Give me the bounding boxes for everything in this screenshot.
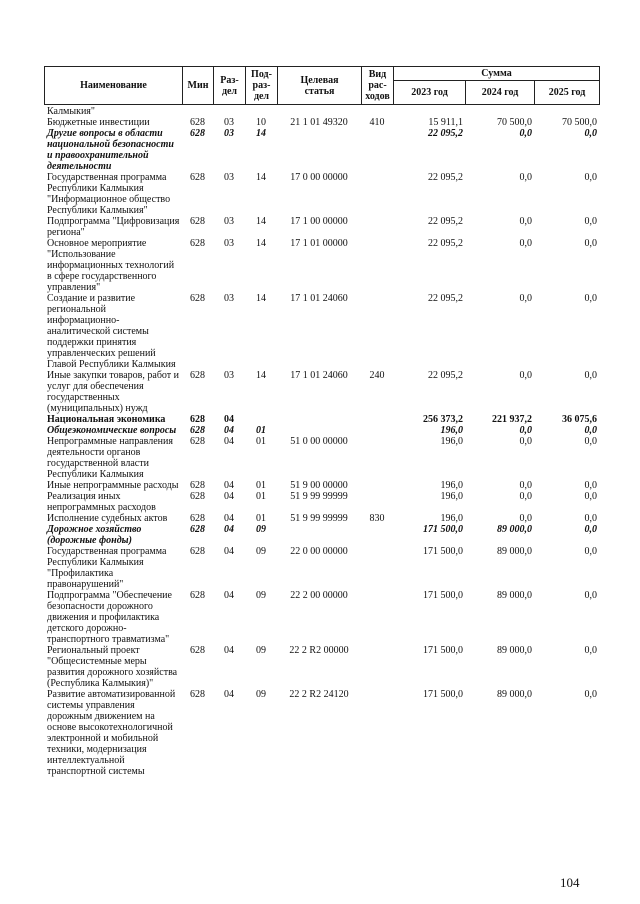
col-header-2024: 2024 год [466,81,535,105]
table-row [44,689,599,777]
row-razdel [213,106,245,117]
row-expense-type [361,238,393,293]
row-sum-2023: 171 500,0 [423,524,463,535]
row-sum-2023: 15 911,1 [428,117,463,128]
row-sum-2024: 0,0 [519,480,532,491]
row-min: 628 [190,590,205,601]
row-razdel: 04 [224,480,234,491]
row-sum-2023: 196,0 [440,425,463,436]
row-target-article: 17 0 00 00000 [290,172,348,183]
row-name: Государственная программа Республики Калмыкия "Информационное общество Республики Калмыкия" [47,172,171,216]
row-target-article: 51 9 99 99999 [290,513,348,524]
row-expense-type [361,293,393,370]
row-sum-2025: 0,0 [584,370,597,381]
row-name: Национальная экономика [47,414,166,425]
row-sum-2025: 0,0 [584,216,597,227]
row-podrazdel: 01 [256,513,266,524]
row-sum-2023: 22 095,2 [428,216,463,227]
row-sum-2023: 171 500,0 [423,590,463,601]
table-row [44,117,599,128]
row-sum-2023: 196,0 [440,513,463,524]
row-podrazdel: 14 [256,172,266,183]
row-sum-2023: 171 500,0 [423,645,463,656]
row-sum-2024: 89 000,0 [497,590,532,601]
row-sum-2025: 0,0 [584,590,597,601]
row-podrazdel: 14 [256,293,266,304]
table-row [44,590,599,645]
row-name: Иные закупки товаров, работ и услуг для обеспечения государственных (муниципальных) нужд [47,370,180,414]
row-expense-type: 830 [369,513,385,524]
row-sum-2023: 22 095,2 [428,172,463,183]
row-name: Непрограммные направления деятельности органов государственной власти Республики Калмыкия [47,436,173,480]
row-name: Иные непрограммные расходы [47,480,179,491]
row-sum-2023: 171 500,0 [423,546,463,557]
row-name: Подпрограмма "Обеспечение безопасности дорожного движения и профилактика детского дорожно-транспортного травматизма" [47,590,172,645]
row-target-article [277,524,361,546]
row-target-article: 17 1 01 00000 [290,238,348,249]
row-sum-2024: 0,0 [519,293,532,304]
row-sum-2025: 36 075,6 [562,414,597,425]
row-min: 628 [190,216,205,227]
row-target-article [277,128,361,172]
row-sum-2023: 22 095,2 [428,293,463,304]
table-row [44,524,599,546]
row-sum-2023: 171 500,0 [423,689,463,700]
row-min: 628 [190,524,205,535]
col-header-podrazdel: Под- раз- дел [246,67,278,105]
table-row [44,425,599,436]
row-razdel: 04 [224,689,234,700]
row-name: Региональный проект "Общесистемные меры развития дорожного хозяйства (Республика Калмыкия)" [47,645,178,689]
row-target-article: 22 2 R2 00000 [289,645,349,656]
row-sum-2025: 0,0 [584,689,597,700]
row-min [182,106,213,117]
table-row [44,513,599,524]
row-sum-2024: 0,0 [519,425,532,436]
row-sum-2024: 0,0 [519,436,532,447]
row-podrazdel: 09 [256,546,266,557]
row-sum-2024: 0,0 [519,491,532,502]
table-row [44,238,599,293]
row-expense-type [361,645,393,689]
row-razdel: 04 [224,491,234,502]
row-razdel: 04 [224,590,234,601]
col-header-vid: Вид рас- ходов [362,67,394,105]
row-target-article: 51 9 00 00000 [290,480,348,491]
row-sum-2025: 0,0 [584,645,597,656]
row-min: 628 [190,172,205,183]
row-target-article: 22 2 R2 24120 [289,689,349,700]
row-sum-2023: 196,0 [440,480,463,491]
row-sum-2025: 0,0 [584,436,597,447]
row-podrazdel [245,106,277,117]
row-target-article: 17 1 01 24060 [290,293,348,304]
row-razdel: 04 [224,546,234,557]
row-expense-type [361,480,393,491]
col-header-2025: 2025 год [535,81,600,105]
row-sum-2025: 0,0 [584,293,597,304]
row-name: Подпрограмма "Цифровизация региона" [47,216,180,238]
table-row [44,436,599,480]
row-min: 628 [190,513,205,524]
row-expense-type [361,689,393,777]
col-header-razdel: Раз- дел [214,67,246,105]
row-razdel: 03 [224,238,234,249]
row-sum-2024: 0,0 [519,238,532,249]
row-target-article: 51 0 00 00000 [290,436,348,447]
col-header-sum: Сумма [394,67,600,81]
table-row [44,645,599,689]
row-sum-2024: 89 000,0 [497,546,532,557]
row-podrazdel [245,414,277,425]
row-name: Создание и развитие региональной информационно-аналитической системы поддержки принятия управленческих решений Главой Республики Калмыкия [47,293,176,370]
table-header [44,66,600,105]
row-expense-type [361,491,393,513]
row-min: 628 [190,128,205,139]
row-expense-type [361,524,393,546]
row-sum-2024: 89 000,0 [497,689,532,700]
row-min: 628 [190,117,205,128]
row-podrazdel: 14 [256,216,266,227]
row-name: Реализация иных непрограммных расходов [47,491,156,513]
table-row [44,414,599,425]
row-podrazdel: 09 [256,645,266,656]
row-sum-2025: 0,0 [584,546,597,557]
table-body [44,106,599,777]
row-name: Общеэкономические вопросы [47,425,177,436]
row-sum-2025: 0,0 [584,491,597,502]
row-sum-2025: 0,0 [584,238,597,249]
row-sum-2024: 0,0 [519,128,532,139]
row-razdel: 04 [224,436,234,447]
table-row [44,216,599,238]
table-row [44,546,599,590]
row-min: 628 [190,293,205,304]
row-expense-type [361,106,393,117]
col-header-2023: 2023 год [394,81,466,105]
row-target-article: 17 1 01 24060 [290,370,348,381]
row-sum-2023: 22 095,2 [428,128,463,139]
table-row [44,370,599,414]
row-sum-2023: 22 095,2 [428,238,463,249]
row-sum-2024: 0,0 [519,172,532,183]
row-razdel: 03 [224,172,234,183]
row-target-article [277,106,361,117]
row-name: Бюджетные инвестиции [47,117,150,128]
col-header-name: Наименование [45,67,183,105]
row-name: Развитие автоматизированной системы управления дорожным движением на основе высокотехнологичной электронной и мобильной техники, модернизация интеллектуальной транспортной системы [47,689,176,777]
row-target-article: 21 1 01 49320 [290,117,348,128]
row-target-article [277,425,361,436]
row-min: 628 [190,436,205,447]
row-sum-2024: 0,0 [519,370,532,381]
row-min: 628 [190,414,205,425]
row-razdel: 03 [224,117,234,128]
col-header-min: Мин [183,67,214,105]
row-expense-type [361,436,393,480]
table-row [44,128,599,172]
row-expense-type [361,128,393,172]
row-target-article: 22 2 00 00000 [290,590,348,601]
row-sum-2023: 256 373,2 [423,414,463,425]
row-sum-2024: 0,0 [519,216,532,227]
row-sum-2025: 0,0 [584,524,597,535]
row-sum-2024: 0,0 [519,513,532,524]
table-row [44,106,599,117]
row-min: 628 [190,689,205,700]
row-razdel: 03 [224,370,234,381]
row-name: Дорожное хозяйство (дорожные фонды) [47,524,142,546]
row-podrazdel: 01 [256,480,266,491]
row-podrazdel: 10 [256,117,266,128]
row-razdel: 04 [224,513,234,524]
row-name: Основное мероприятие "Использование информационных технологий в сфере государственного управления" [47,238,175,293]
row-name: Государственная программа Республики Калмыкия "Профилактика правонарушений" [47,546,167,590]
row-min: 628 [190,546,205,557]
row-name: Другие вопросы в области национальной безопасности и правоохранительной деятельности [47,128,174,172]
row-min: 628 [190,645,205,656]
page-number: 104 [560,875,580,890]
row-podrazdel: 01 [256,436,266,447]
row-min: 628 [190,370,205,381]
table-row [44,480,599,491]
row-sum-2025: 0,0 [584,480,597,491]
row-sum-2024 [465,106,534,117]
row-sum-2025 [534,106,599,117]
row-sum-2025: 0,0 [584,172,597,183]
row-target-article: 17 1 00 00000 [290,216,348,227]
row-podrazdel: 14 [256,128,266,139]
table-row [44,491,599,513]
row-expense-type [361,216,393,238]
table-row [44,172,599,216]
row-razdel: 04 [224,414,234,425]
row-sum-2025: 70 500,0 [562,117,597,128]
row-razdel: 04 [224,425,234,436]
row-min: 628 [190,238,205,249]
col-header-target: Целевая статья [278,67,362,105]
table-row [44,293,599,370]
row-sum-2023: 196,0 [440,436,463,447]
row-sum-2023: 196,0 [440,491,463,502]
row-expense-type: 410 [369,117,385,128]
row-target-article [277,414,361,425]
row-expense-type [361,172,393,216]
row-podrazdel: 01 [256,425,266,436]
row-sum-2024: 89 000,0 [497,645,532,656]
row-target-article: 22 0 00 00000 [290,546,348,557]
row-sum-2025: 0,0 [584,513,597,524]
row-expense-type [361,425,393,436]
row-name: Калмыкия" [47,106,95,117]
row-sum-2023 [393,106,465,117]
row-razdel: 03 [224,216,234,227]
row-min: 628 [190,480,205,491]
row-sum-2024: 221 937,2 [492,414,532,425]
row-podrazdel: 14 [256,370,266,381]
row-razdel: 03 [224,128,234,139]
row-expense-type [361,546,393,590]
row-sum-2023: 22 095,2 [428,370,463,381]
row-expense-type [361,414,393,425]
row-razdel: 03 [224,293,234,304]
row-name: Исполнение судебных актов [47,513,168,524]
row-min: 628 [190,425,205,436]
row-sum-2025: 0,0 [584,128,597,139]
row-expense-type: 240 [369,370,385,381]
row-min: 628 [190,491,205,502]
row-sum-2024: 70 500,0 [497,117,532,128]
row-podrazdel: 14 [256,238,266,249]
row-podrazdel: 01 [256,491,266,502]
row-podrazdel: 09 [256,524,266,535]
row-podrazdel: 09 [256,689,266,700]
row-razdel: 04 [224,645,234,656]
row-podrazdel: 09 [256,590,266,601]
row-expense-type [361,590,393,645]
budget-table [44,106,599,777]
row-sum-2025: 0,0 [584,425,597,436]
row-target-article: 51 9 99 99999 [290,491,348,502]
row-sum-2024: 89 000,0 [497,524,532,535]
row-razdel: 04 [224,524,234,535]
